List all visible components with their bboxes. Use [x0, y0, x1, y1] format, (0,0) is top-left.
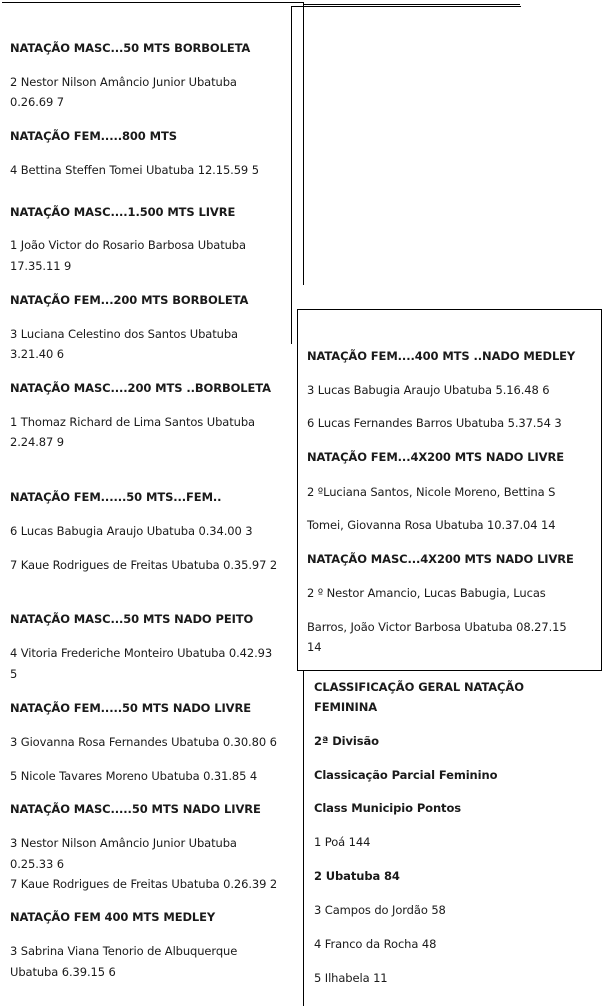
- result-line: 6 Lucas Fernandes Barros Ubatuba 5.37.54 3: [307, 416, 562, 430]
- result-line: 5 Nicole Tavares Moreno Ubatuba 0.31.85 4: [10, 769, 258, 783]
- result-line: 7 Kaue Rodrigues de Freitas Ubatuba 0.26.39 2: [10, 877, 278, 891]
- event-heading: NATAÇÃO FEM...200 MTS BORBOLETA: [10, 293, 249, 307]
- ranking-row: 3 Campos do Jordão 58: [314, 903, 446, 917]
- result-line: 3.21.40 6: [10, 347, 64, 361]
- event-heading: NATAÇÃO FEM...4X200 MTS NADO LIVRE: [307, 450, 564, 464]
- result-line: 2.24.87 9: [10, 435, 64, 449]
- ranking-row: 1 Poá 144: [314, 835, 371, 849]
- event-heading: NATAÇÃO FEM 400 MTS MEDLEY: [10, 910, 216, 924]
- event-heading: NATAÇÃO FEM....400 MTS ..NADO MEDLEY: [307, 349, 576, 363]
- result-line: 2 º Nestor Amancio, Lucas Babugia, Lucas: [307, 586, 546, 600]
- result-line: 4 Bettina Steffen Tomei Ubatuba 12.15.59 5: [10, 163, 259, 177]
- event-heading: NATAÇÃO FEM.....50 MTS NADO LIVRE: [10, 701, 251, 715]
- ranking-row: 4 Franco da Rocha 48: [314, 937, 437, 951]
- event-heading: NATAÇÃO MASC.....50 MTS NADO LIVRE: [10, 802, 261, 816]
- result-line: 3 Lucas Babugia Araujo Ubatuba 5.16.48 6: [307, 383, 550, 397]
- result-line: 2 ºLuciana Santos, Nicole Moreno, Bettina S: [307, 485, 556, 499]
- result-line: 1 João Victor do Rosario Barbosa Ubatuba: [10, 238, 246, 252]
- event-heading: NATAÇÃO MASC....1.500 MTS LIVRE: [10, 205, 236, 219]
- event-heading: NATAÇÃO MASC....200 MTS ..BORBOLETA: [10, 381, 271, 395]
- result-line: 6 Lucas Babugia Araujo Ubatuba 0.34.00 3: [10, 524, 253, 538]
- result-line: Barros, João Victor Barbosa Ubatuba 08.27.15: [307, 620, 567, 634]
- top-border-right: [304, 4, 520, 5]
- result-line: 3 Sabrina Viana Tenorio de Albuquerque: [10, 944, 238, 958]
- result-line: 7 Kaue Rodrigues de Freitas Ubatuba 0.35.97 2: [10, 558, 278, 572]
- ranking-row: 5 Ilhabela 11: [314, 971, 388, 985]
- inner-box-left-border: [291, 6, 292, 344]
- result-line: 0.26.69 7: [10, 95, 64, 109]
- result-line: 3 Nestor Nilson Amâncio Junior Ubatuba: [10, 836, 237, 850]
- result-line: 3 Giovanna Rosa Fernandes Ubatuba 0.30.80 6: [10, 735, 277, 749]
- result-line: 17.35.11 9: [10, 259, 72, 273]
- division-label: 2ª Divisão: [314, 734, 379, 748]
- result-line: 5: [10, 667, 18, 681]
- inner-box-top-border: [291, 6, 521, 7]
- result-line: 3 Luciana Celestino dos Santos Ubatuba: [10, 327, 238, 341]
- event-heading: NATAÇÃO MASC...50 MTS BORBOLETA: [10, 41, 251, 55]
- ranking-row: 2 Ubatuba 84: [314, 869, 400, 883]
- partial-label: Classicação Parcial Feminino: [314, 768, 498, 782]
- event-heading: NATAÇÃO FEM......50 MTS...FEM..: [10, 490, 222, 504]
- result-line: Ubatuba 6.39.15 6: [10, 965, 116, 979]
- classification-title-2: FEMININA: [314, 700, 378, 714]
- result-line: 14: [307, 640, 322, 654]
- result-line: 0.25.33 6: [10, 857, 64, 871]
- result-line: Tomei, Giovanna Rosa Ubatuba 10.37.04 14: [307, 518, 556, 532]
- result-line: 2 Nestor Nilson Amâncio Junior Ubatuba: [10, 75, 237, 89]
- result-line: 4 Vitoria Frederiche Monteiro Ubatuba 0.42.93: [10, 646, 273, 660]
- columns-header: Class Municipio Pontos: [314, 801, 461, 815]
- top-border-left: [2, 2, 304, 3]
- result-line: 1 Thomaz Richard de Lima Santos Ubatuba: [10, 415, 255, 429]
- event-heading: NATAÇÃO FEM.....800 MTS: [10, 129, 177, 143]
- classification-title: CLASSIFICAÇÃO GERAL NATAÇÃO: [314, 680, 524, 694]
- event-heading: NATAÇÃO MASC...4X200 MTS NADO LIVRE: [307, 552, 574, 566]
- left-column-right-border: [303, 2, 304, 285]
- event-heading: NATAÇÃO MASC...50 MTS NADO PEITO: [10, 612, 254, 626]
- bottom-right-divider: [303, 670, 304, 1006]
